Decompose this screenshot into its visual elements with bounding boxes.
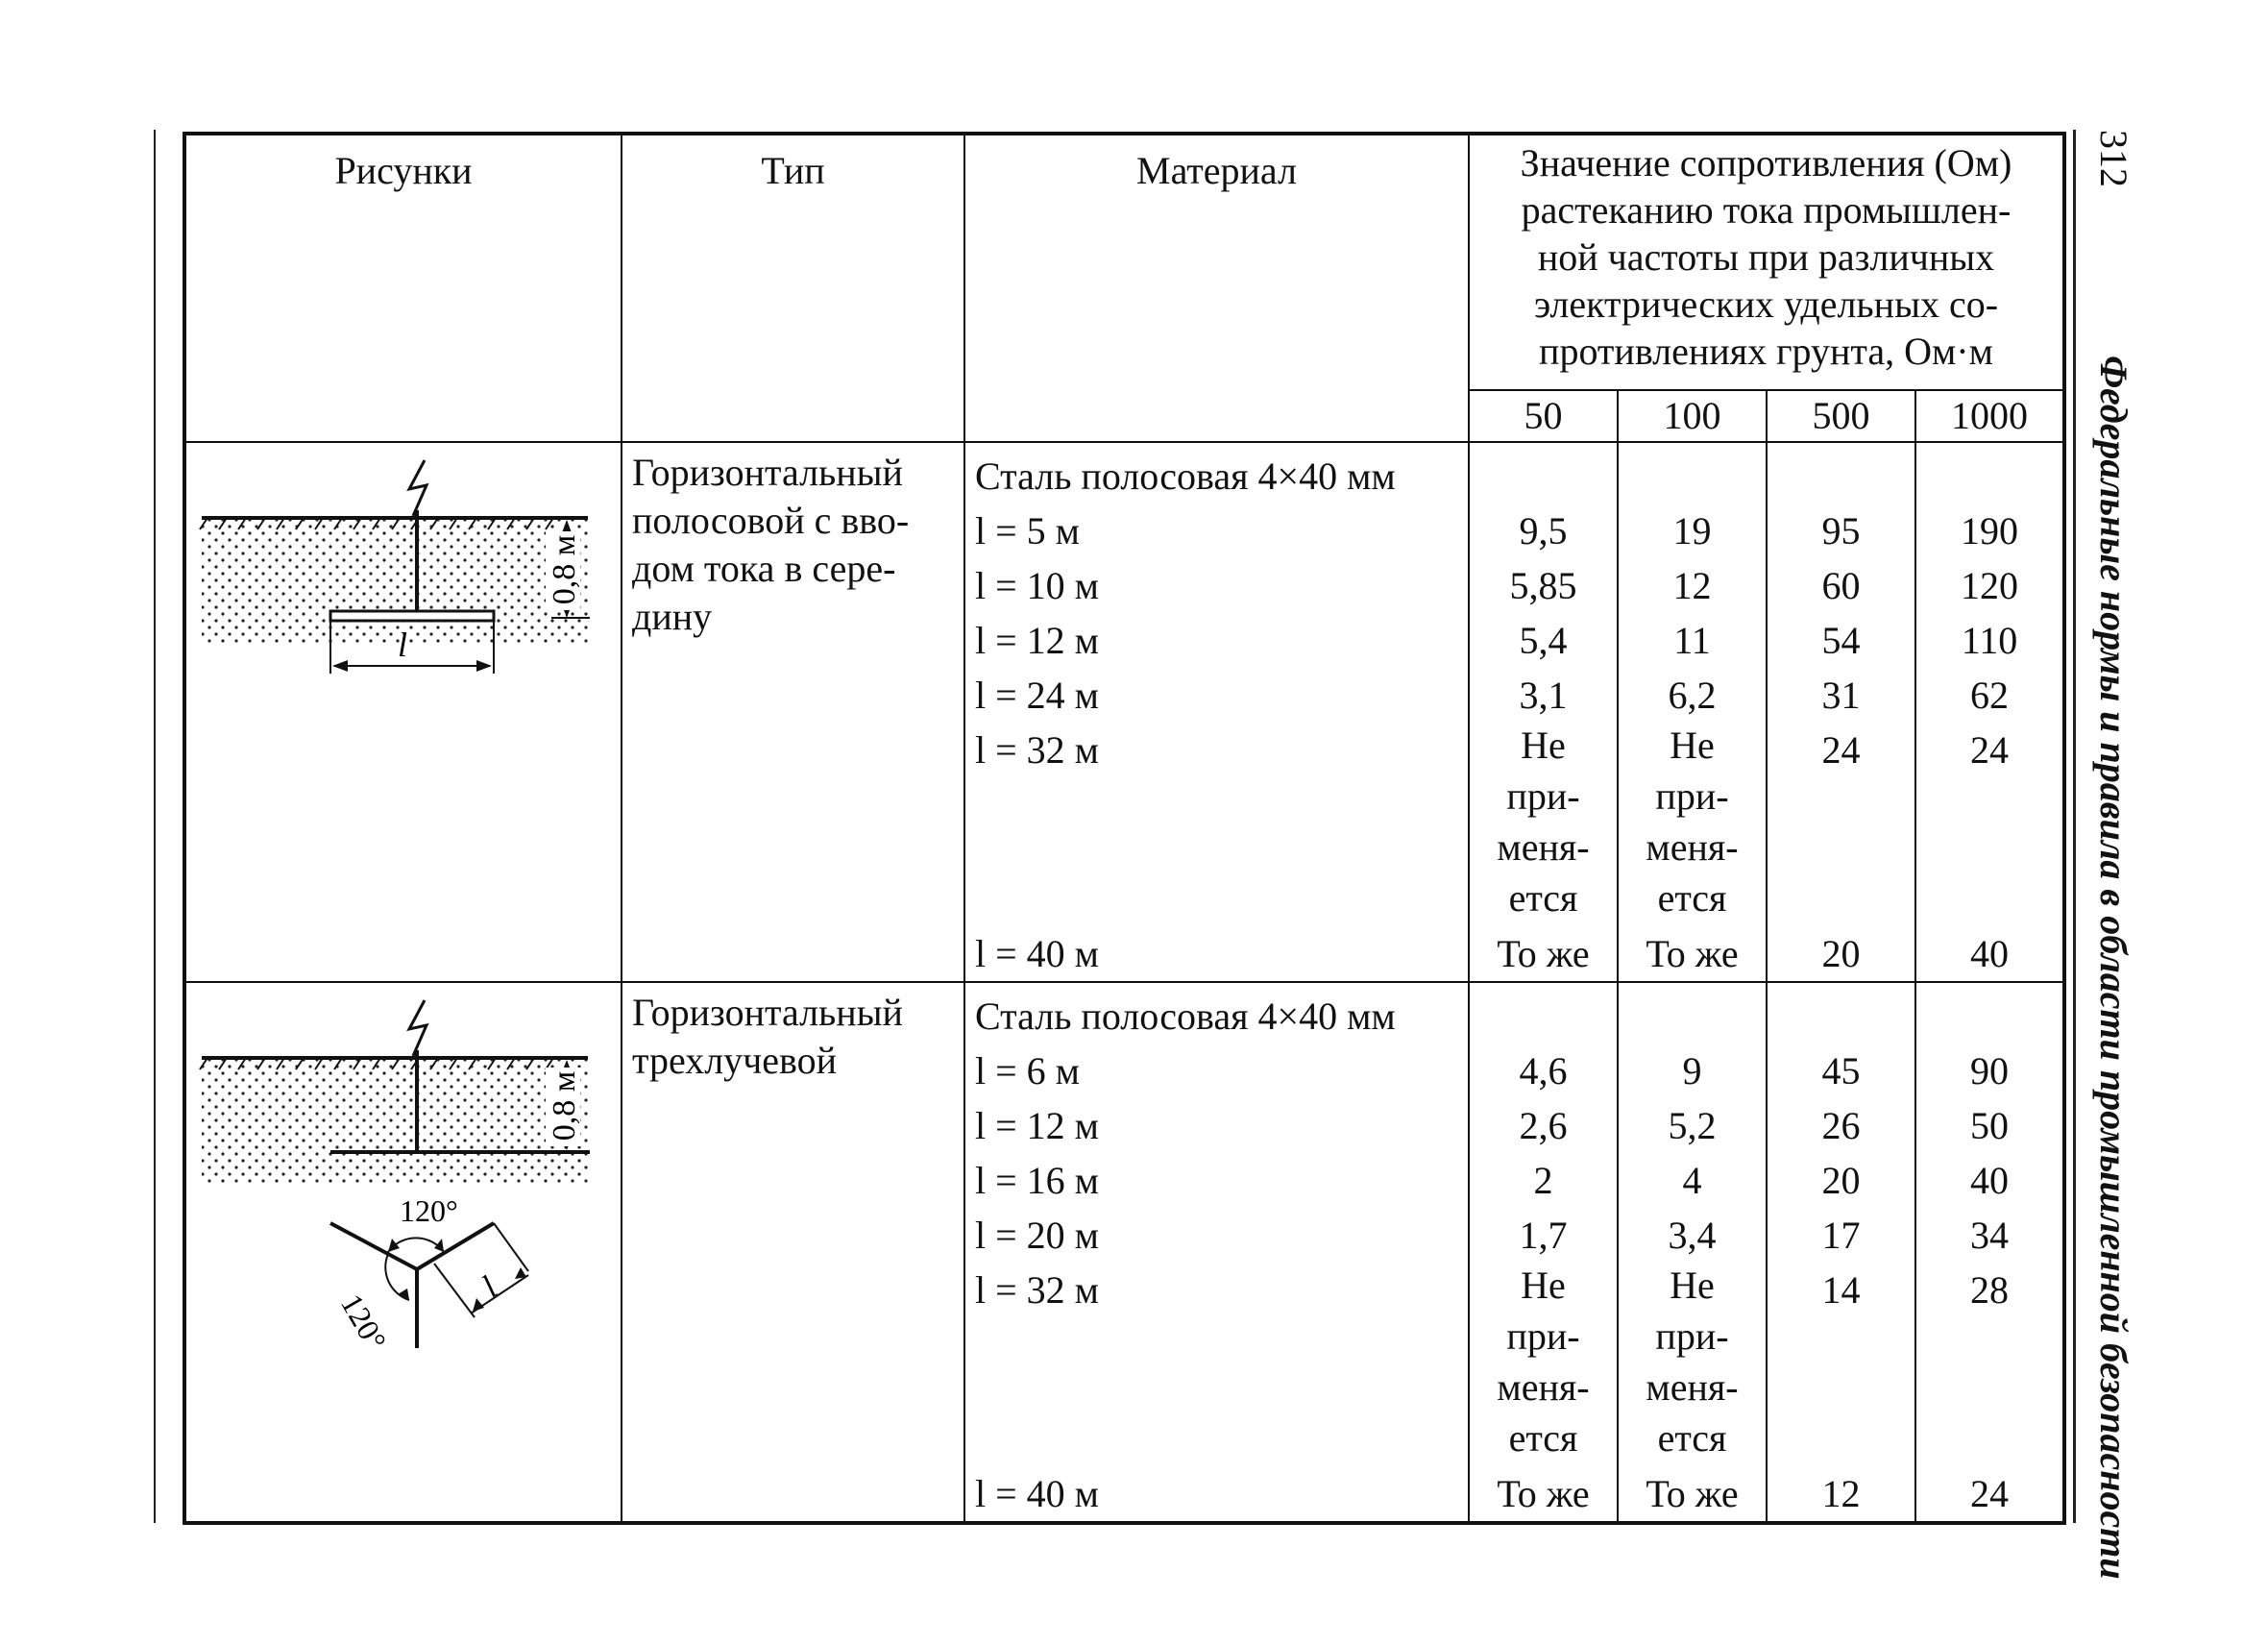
header-resistivity-50: 50 [1469, 390, 1618, 442]
value: 3,4 [1668, 1214, 1717, 1257]
depth-label: 0,8 м [547, 1070, 582, 1142]
value-cell-1000 [1915, 982, 2064, 1523]
soil-area [202, 1060, 588, 1185]
header-resistance-line: электрических удельных со- [1533, 282, 1999, 326]
value: 20 [1821, 1159, 1861, 1202]
na-part: при- [1506, 1314, 1580, 1358]
na-part: ется [1657, 1416, 1727, 1460]
type-line: Горизонтальный [632, 451, 903, 494]
header-resistance-line: противлениях грунта, Ом·м [1539, 330, 1993, 373]
na-part: меня- [1646, 1365, 1739, 1409]
value: 2,6 [1519, 1104, 1568, 1147]
table-row [184, 442, 2064, 982]
value: 2 [1533, 1159, 1553, 1202]
lightning-icon [409, 1000, 427, 1056]
value: То же [1646, 932, 1739, 975]
value: 3,1 [1519, 674, 1568, 717]
type-line: трехлучевой [632, 1039, 838, 1082]
na-part: Не [1670, 1264, 1715, 1307]
value: 5,2 [1668, 1104, 1717, 1147]
header-material: Материал [964, 134, 1469, 442]
value-cell-50 [1469, 982, 1618, 1523]
length-entry: l = 32 м [975, 1268, 1099, 1312]
strip-electrode-diagram [186, 443, 622, 981]
value: 95 [1821, 509, 1861, 552]
material-title: Сталь полосовая 4×40 мм [975, 454, 1396, 498]
value: 19 [1672, 509, 1712, 552]
value: 62 [1970, 674, 2009, 717]
value: 34 [1970, 1214, 2009, 1257]
value: 40 [1970, 1159, 2009, 1202]
figure-cell [184, 442, 622, 982]
page-number: 312 [2092, 130, 2135, 187]
length-entry: l = 16 м [975, 1159, 1099, 1202]
type-line: Горизонтальный [632, 991, 903, 1034]
length-entry: l = 10 м [975, 564, 1099, 607]
three-ray-electrode-diagram [186, 983, 622, 1521]
value: 50 [1970, 1104, 2009, 1147]
na-part: ется [1657, 876, 1727, 920]
header-resistance-line: ной частоты при различных [1537, 235, 1995, 279]
not-applicable-value [1470, 723, 1617, 926]
header-row [184, 134, 2064, 390]
value: 40 [1970, 932, 2009, 975]
value-cell-500 [1767, 442, 1915, 982]
material-title: Сталь полосовая 4×40 мм [975, 994, 1396, 1038]
value: 9 [1682, 1049, 1702, 1093]
value: 6,2 [1668, 674, 1717, 717]
value: 26 [1821, 1104, 1861, 1147]
length-entry: l = 32 м [975, 728, 1099, 772]
na-part: Не [1670, 724, 1715, 767]
length-entry: l = 40 м [975, 932, 1099, 975]
value: 1,7 [1519, 1214, 1568, 1257]
na-part: ется [1508, 876, 1578, 920]
type-cell [622, 442, 964, 982]
na-part: Не [1521, 724, 1566, 767]
value: 5,85 [1509, 564, 1577, 607]
value: То же [1646, 1472, 1739, 1515]
material-cell [964, 982, 1469, 1523]
running-head: Федеральные нормы и правила в области промышленной безопасности [2092, 356, 2135, 1580]
not-applicable-value [1619, 723, 1766, 926]
length-entry: l = 5 м [975, 509, 1080, 552]
value: 5,4 [1519, 619, 1568, 662]
value: 12 [1672, 564, 1712, 607]
header-resistance [1469, 134, 2064, 390]
length-entry: l = 20 м [975, 1214, 1099, 1257]
na-part: Не [1521, 1264, 1566, 1307]
na-part: при- [1655, 774, 1729, 818]
angle-top-label: 120° [400, 1193, 458, 1228]
length-entry: l = 24 м [975, 674, 1099, 717]
length-entry: l = 40 м [975, 1472, 1099, 1515]
type-line: дом тока в сере- [632, 547, 896, 590]
header-figures: Рисунки [184, 134, 622, 442]
header-resistivity-100: 100 [1618, 390, 1767, 442]
type-line: дину [632, 595, 713, 638]
depth-label: 0,8 м [547, 534, 582, 605]
value: То же [1497, 932, 1590, 975]
value: 20 [1821, 932, 1861, 975]
value: 120 [1961, 564, 2018, 607]
not-applicable-value [1619, 1263, 1766, 1466]
figure-cell [184, 982, 622, 1523]
value: То же [1497, 1472, 1590, 1515]
type-line: полосовой с вво- [632, 499, 910, 542]
value: 17 [1821, 1214, 1861, 1257]
value: 4 [1682, 1159, 1702, 1202]
na-part: меня- [1497, 1365, 1590, 1409]
value: 4,6 [1519, 1049, 1568, 1093]
length-entry: l = 6 м [975, 1049, 1080, 1093]
na-part: при- [1506, 774, 1580, 818]
length-entry: l = 12 м [975, 1104, 1099, 1147]
length-label: l [398, 626, 408, 664]
value-cell-100 [1618, 442, 1767, 982]
table-row [184, 982, 2064, 1523]
header-resistivity-500: 500 [1767, 390, 1915, 442]
horizontal-strip [330, 611, 494, 621]
na-part: меня- [1646, 825, 1739, 869]
value: 31 [1821, 674, 1861, 717]
right-margin-rule [2073, 130, 2076, 1523]
header-type: Тип [622, 134, 964, 442]
na-part: ется [1508, 1416, 1578, 1460]
soil-area [202, 520, 588, 645]
value: 60 [1821, 564, 1861, 607]
value: 11 [1673, 619, 1711, 662]
grounding-resistance-table [183, 132, 2066, 1525]
value: 110 [1961, 619, 2018, 662]
header-resistance-line: растеканию тока промышлен- [1521, 188, 2012, 232]
value: 190 [1961, 509, 2018, 552]
value: 90 [1970, 1049, 2009, 1093]
na-part: при- [1655, 1314, 1729, 1358]
left-margin-rule [154, 130, 156, 1523]
value-cell-1000 [1915, 442, 2064, 982]
material-cell [964, 442, 1469, 982]
header-resistivity-1000: 1000 [1915, 390, 2064, 442]
value-cell-50 [1469, 442, 1618, 982]
header-resistance-line: Значение сопротивления (Ом) [1520, 141, 2012, 184]
value: 24 [1821, 728, 1861, 772]
value: 14 [1821, 1268, 1861, 1312]
value: 28 [1970, 1268, 2009, 1312]
type-cell [622, 982, 964, 1523]
na-part: меня- [1497, 825, 1590, 869]
value: 45 [1821, 1049, 1861, 1093]
value: 24 [1970, 728, 2009, 772]
value: 9,5 [1519, 509, 1568, 552]
value: 12 [1821, 1472, 1861, 1515]
length-entry: l = 12 м [975, 619, 1099, 662]
value: 54 [1821, 619, 1861, 662]
not-applicable-value [1470, 1263, 1617, 1466]
length-label: l [476, 1269, 504, 1305]
value-cell-100 [1618, 982, 1767, 1523]
angle-left-label: 120° [333, 1288, 394, 1357]
value-cell-500 [1767, 982, 1915, 1523]
lightning-icon [409, 460, 427, 516]
value: 24 [1970, 1472, 2009, 1515]
